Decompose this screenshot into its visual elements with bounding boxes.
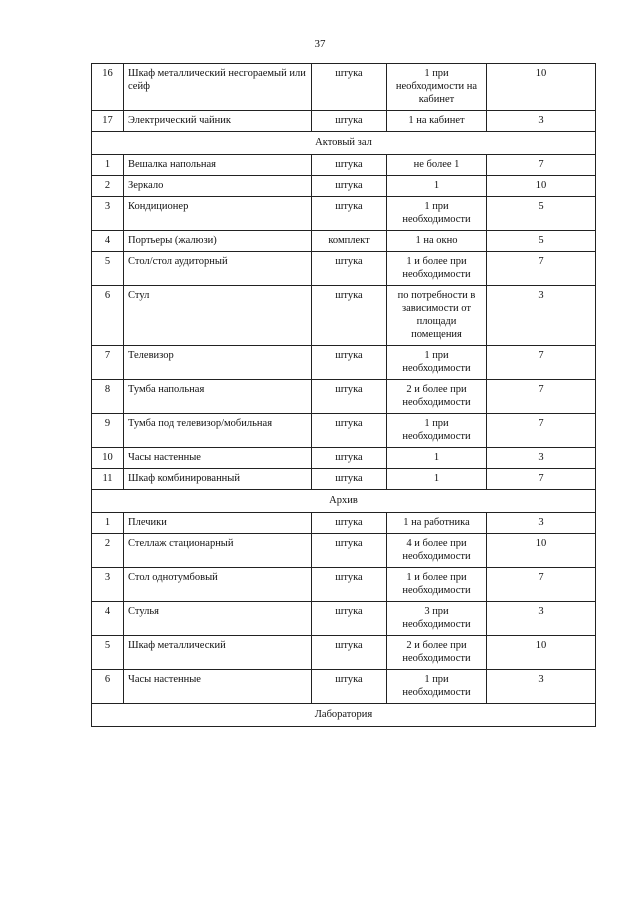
service-term-cell: 7 (487, 568, 596, 602)
item-name-cell: Плечики (124, 513, 312, 534)
unit-cell: штука (312, 346, 387, 380)
unit-cell: штука (312, 568, 387, 602)
service-term-cell: 3 (487, 513, 596, 534)
quantity-cell: не более 1 (387, 155, 487, 176)
item-name-cell: Портьеры (жалюзи) (124, 231, 312, 252)
quantity-cell: 1 и более при необходимости (387, 252, 487, 286)
item-name-cell: Тумба напольная (124, 380, 312, 414)
quantity-cell: 1 при необходимости (387, 414, 487, 448)
unit-cell: штука (312, 414, 387, 448)
service-term-cell: 7 (487, 155, 596, 176)
item-name-cell: Шкаф металлический несгораемый или сейф (124, 64, 312, 111)
quantity-cell: 1 (387, 469, 487, 490)
section-header-row (92, 490, 596, 513)
row-number-cell: 7 (92, 346, 124, 380)
unit-cell: штука (312, 252, 387, 286)
row-number-cell: 1 (92, 155, 124, 176)
table-row (92, 380, 596, 414)
unit-cell: комплект (312, 231, 387, 252)
table-row (92, 155, 596, 176)
unit-cell: штука (312, 197, 387, 231)
table-row (92, 176, 596, 197)
row-number-cell: 17 (92, 111, 124, 132)
row-number-cell: 1 (92, 513, 124, 534)
table-row (92, 448, 596, 469)
quantity-cell: 4 и более при необходимости (387, 534, 487, 568)
unit-cell: штука (312, 111, 387, 132)
table-row (92, 414, 596, 448)
item-name-cell: Стеллаж стационарный (124, 534, 312, 568)
section-title: Архив (92, 490, 596, 513)
row-number-cell: 11 (92, 469, 124, 490)
section-header-row (92, 132, 596, 155)
item-name-cell: Стулья (124, 602, 312, 636)
unit-cell: штука (312, 636, 387, 670)
quantity-cell: 1 на работника (387, 513, 487, 534)
item-name-cell: Телевизор (124, 346, 312, 380)
row-number-cell: 8 (92, 380, 124, 414)
section-title: Актовый зал (92, 132, 596, 155)
quantity-cell: по потребности в зависимости от площади помещения (387, 286, 487, 346)
service-term-cell: 5 (487, 231, 596, 252)
row-number-cell: 2 (92, 176, 124, 197)
table-row (92, 286, 596, 346)
quantity-cell: 1 на окно (387, 231, 487, 252)
unit-cell: штука (312, 513, 387, 534)
item-name-cell: Стол/стол аудиторный (124, 252, 312, 286)
table-row (92, 197, 596, 231)
item-name-cell: Шкаф металлический (124, 636, 312, 670)
table-row (92, 231, 596, 252)
service-term-cell: 3 (487, 448, 596, 469)
quantity-cell: 2 и более при необходимости (387, 636, 487, 670)
quantity-cell: 1 и более при необходимости (387, 568, 487, 602)
service-term-cell: 3 (487, 602, 596, 636)
quantity-cell: 2 и более при необходимости (387, 380, 487, 414)
service-term-cell: 10 (487, 64, 596, 111)
unit-cell: штука (312, 176, 387, 197)
table-row (92, 513, 596, 534)
table-row (92, 252, 596, 286)
row-number-cell: 5 (92, 636, 124, 670)
unit-cell: штука (312, 534, 387, 568)
unit-cell: штука (312, 286, 387, 346)
service-term-cell: 7 (487, 469, 596, 490)
item-name-cell: Часы настенные (124, 448, 312, 469)
service-term-cell: 10 (487, 534, 596, 568)
table-row (92, 469, 596, 490)
row-number-cell: 5 (92, 252, 124, 286)
service-term-cell: 3 (487, 286, 596, 346)
quantity-cell: 1 при необходимости на кабинет (387, 64, 487, 111)
service-term-cell: 7 (487, 346, 596, 380)
service-term-cell: 3 (487, 111, 596, 132)
unit-cell: штука (312, 670, 387, 704)
quantity-cell: 1 при необходимости (387, 346, 487, 380)
row-number-cell: 4 (92, 602, 124, 636)
service-term-cell: 7 (487, 380, 596, 414)
unit-cell: штука (312, 155, 387, 176)
table-row (92, 602, 596, 636)
quantity-cell: 1 при необходимости (387, 197, 487, 231)
unit-cell: штука (312, 380, 387, 414)
unit-cell: штука (312, 448, 387, 469)
row-number-cell: 16 (92, 64, 124, 111)
service-term-cell: 10 (487, 636, 596, 670)
quantity-cell: 1 (387, 176, 487, 197)
table-row (92, 534, 596, 568)
row-number-cell: 9 (92, 414, 124, 448)
table-row (92, 111, 596, 132)
row-number-cell: 3 (92, 568, 124, 602)
row-number-cell: 4 (92, 231, 124, 252)
quantity-cell: 1 (387, 448, 487, 469)
unit-cell: штука (312, 64, 387, 111)
table-row (92, 64, 596, 111)
item-name-cell: Зеркало (124, 176, 312, 197)
service-term-cell: 10 (487, 176, 596, 197)
quantity-cell: 3 при необходимости (387, 602, 487, 636)
unit-cell: штука (312, 469, 387, 490)
service-term-cell: 7 (487, 252, 596, 286)
table-row (92, 636, 596, 670)
unit-cell: штука (312, 602, 387, 636)
section-title: Лаборатория (92, 704, 596, 727)
equipment-table (91, 63, 596, 727)
item-name-cell: Часы настенные (124, 670, 312, 704)
row-number-cell: 10 (92, 448, 124, 469)
item-name-cell: Кондиционер (124, 197, 312, 231)
service-term-cell: 3 (487, 670, 596, 704)
row-number-cell: 3 (92, 197, 124, 231)
item-name-cell: Стол однотумбовый (124, 568, 312, 602)
row-number-cell: 2 (92, 534, 124, 568)
row-number-cell: 6 (92, 670, 124, 704)
table-row (92, 568, 596, 602)
item-name-cell: Шкаф комбинированный (124, 469, 312, 490)
section-header-row (92, 704, 596, 727)
table-row (92, 346, 596, 380)
page-number: 37 (314, 38, 326, 50)
item-name-cell: Электрический чайник (124, 111, 312, 132)
item-name-cell: Стул (124, 286, 312, 346)
service-term-cell: 7 (487, 414, 596, 448)
row-number-cell: 6 (92, 286, 124, 346)
quantity-cell: 1 на кабинет (387, 111, 487, 132)
item-name-cell: Вешалка напольная (124, 155, 312, 176)
quantity-cell: 1 при необходимости (387, 670, 487, 704)
service-term-cell: 5 (487, 197, 596, 231)
table-row (92, 670, 596, 704)
item-name-cell: Тумба под телевизор/мобильная (124, 414, 312, 448)
table-body (92, 64, 596, 727)
